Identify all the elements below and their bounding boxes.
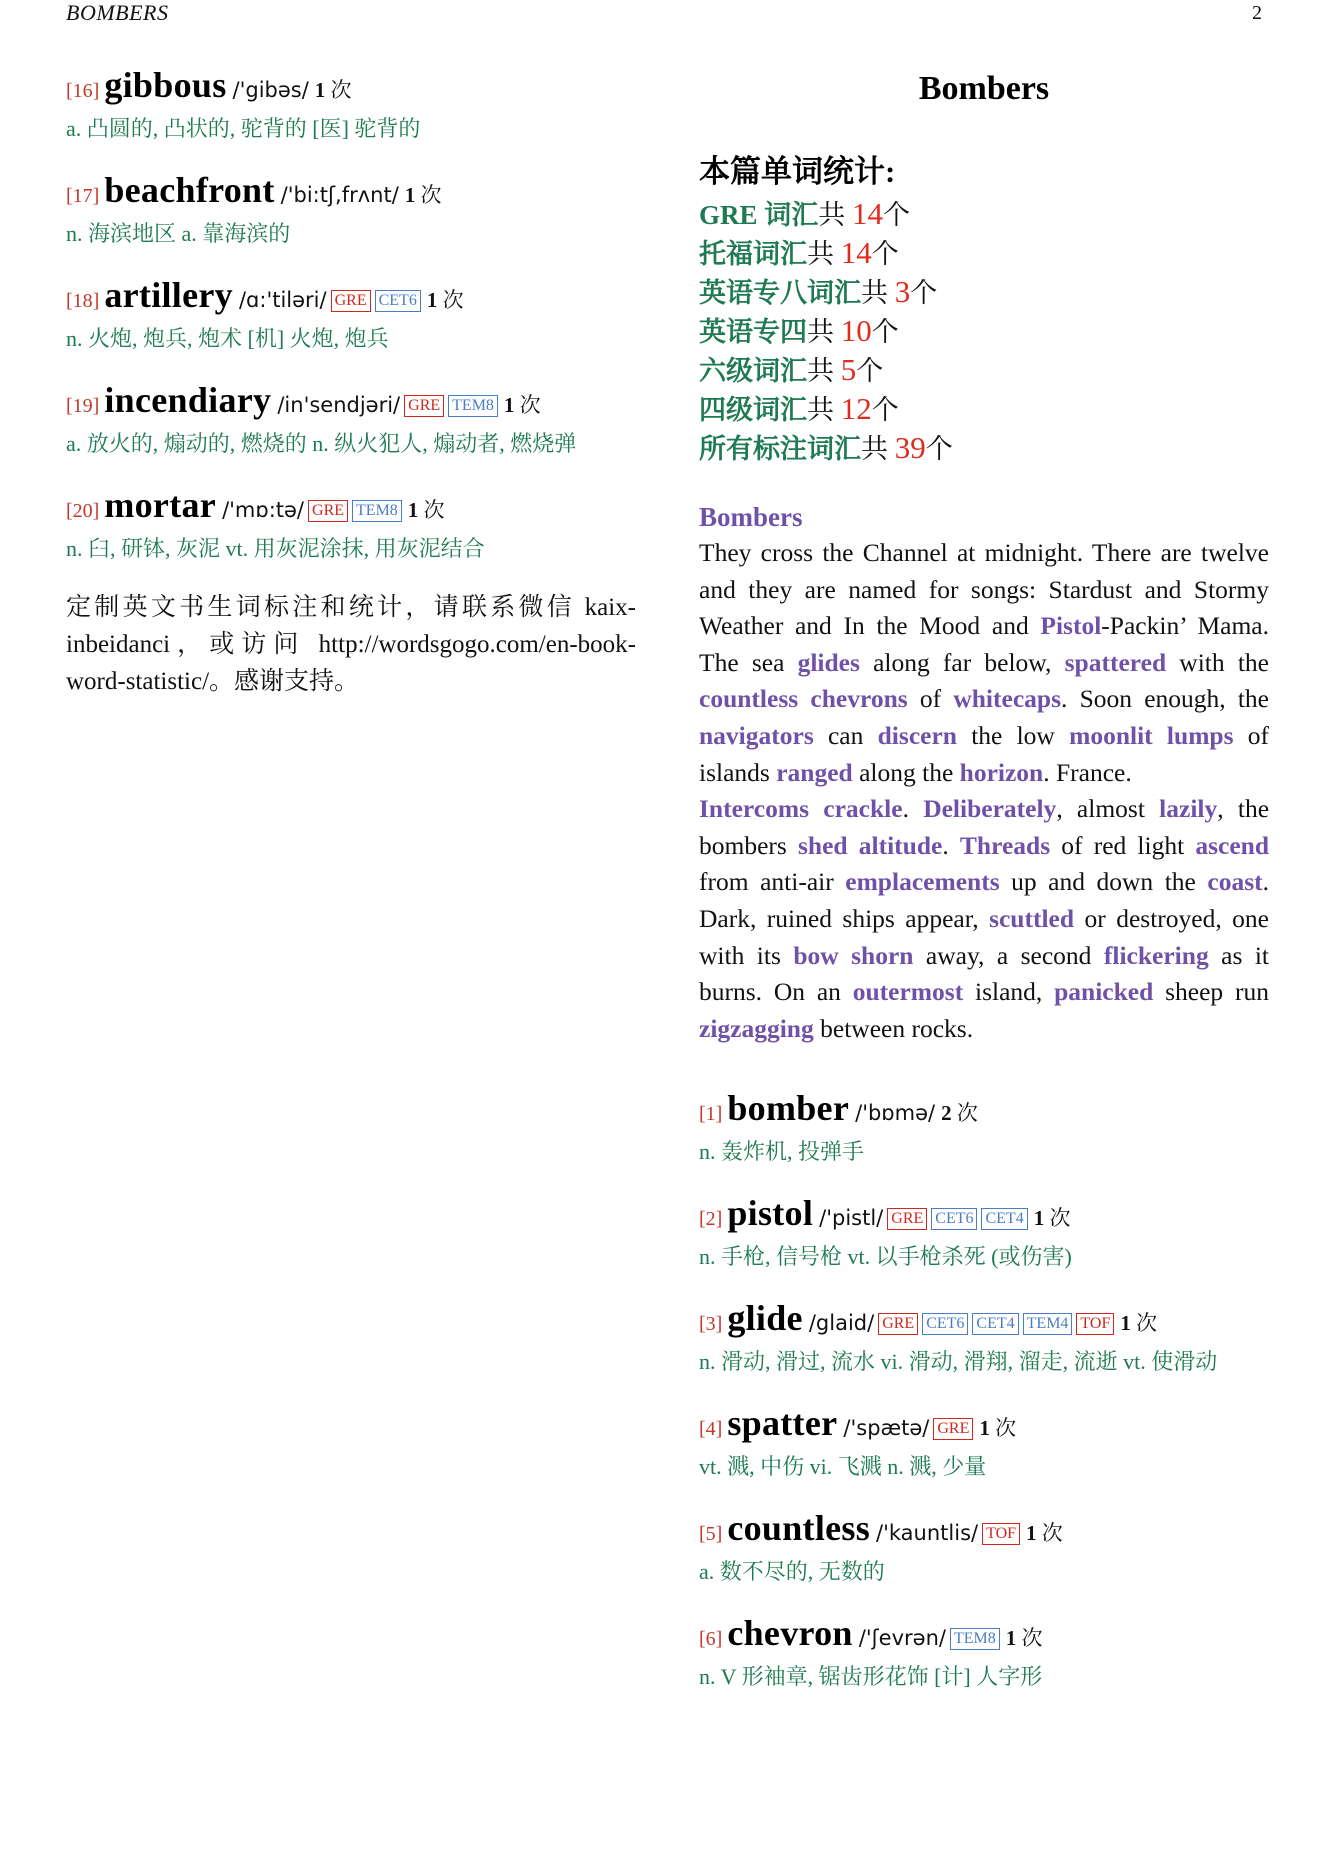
- occurrence-count: 1 次: [404, 183, 442, 207]
- vocab-entry-head: [699, 1087, 1269, 1129]
- exam-tag: CET6: [375, 290, 421, 312]
- occurrence-count: 1 次: [426, 288, 464, 312]
- phonetic: /'gibəs/: [232, 78, 309, 102]
- vocab-word: Intercoms: [699, 794, 810, 824]
- stat-row: [699, 351, 1269, 390]
- stat-mid: 共: [861, 434, 895, 464]
- stats-title: 本篇单词统计:: [699, 154, 896, 189]
- phonetic: /in'sendjəri/: [277, 393, 401, 417]
- stat-unit: 个: [856, 356, 884, 386]
- vocab-word: chevrons: [810, 684, 908, 714]
- left-vocab-list: [66, 64, 636, 563]
- stat-label: 英语专八词汇: [699, 278, 861, 308]
- vocab-word: glides: [797, 647, 860, 677]
- headword: pistol: [727, 1193, 814, 1234]
- vocab-word: emplacements: [845, 867, 1000, 897]
- phonetic: /glaid/: [808, 1311, 875, 1336]
- stat-unit: 个: [871, 395, 899, 425]
- exam-tag: CET4: [972, 1313, 1018, 1335]
- definition: n. 轰炸机, 投弹手: [699, 1139, 865, 1165]
- occurrence-count: 1 次: [503, 393, 541, 417]
- vocab-word: outermost: [852, 977, 964, 1007]
- stat-row: [699, 195, 1269, 234]
- stats-list: [699, 195, 1269, 468]
- headword: chevron: [727, 1613, 853, 1654]
- vocab-word: moonlit: [1069, 720, 1153, 750]
- vocab-word: zigzagging: [699, 1013, 814, 1043]
- stat-row: [699, 273, 1269, 312]
- vocab-entry: [699, 1507, 1269, 1586]
- occurrence-count: 1 次: [314, 78, 352, 102]
- vocab-word: whitecaps: [953, 684, 1061, 714]
- vocab-word: flickering: [1103, 940, 1209, 970]
- vocab-word: Threads: [959, 830, 1051, 860]
- running-title: BOMBERS: [66, 0, 169, 25]
- entry-number: [5]: [699, 1523, 723, 1546]
- vocab-entry: [66, 379, 636, 458]
- exam-tag: GRE: [933, 1418, 973, 1440]
- vocab-entry-head: [699, 1192, 1269, 1234]
- headword: countless: [727, 1508, 871, 1549]
- exam-tag: TEM8: [352, 500, 402, 522]
- vocab-word: crackle: [823, 794, 903, 824]
- headword: glide: [727, 1298, 803, 1339]
- headword: bomber: [727, 1088, 850, 1129]
- stat-unit: 个: [871, 239, 899, 269]
- exam-tag: GRE: [887, 1208, 927, 1230]
- vocab-word: countless: [699, 684, 799, 714]
- vocab-word: shed: [797, 830, 848, 860]
- occurrence-count: 1 次: [1026, 1521, 1063, 1546]
- definition: a. 凸圆的, 凸状的, 驼背的 [医] 驼背的: [66, 116, 421, 141]
- vocab-word: lumps: [1166, 720, 1234, 750]
- stat-mid: 共: [861, 278, 895, 308]
- vocab-word: ranged: [776, 757, 853, 787]
- definition: vt. 溅, 中伤 vi. 飞溅 n. 溅, 少量: [699, 1454, 987, 1480]
- passage-paragraph-2: Intercoms crackle. Deliberately, almost lazily, the bombers shed altitude. Threads of red light ascend from anti-air emplacements up and down the coast. Dark, ruined ships appear, scuttled or destroyed, one with its bow shorn away, a second flickering as it burns. On an outermost island, panicked sheep run zigzagging between rocks.: [699, 794, 1270, 1043]
- stat-count: 12: [840, 391, 872, 426]
- exam-tag: TOF: [982, 1523, 1020, 1545]
- exam-tag: GRE: [331, 290, 371, 312]
- right-column: [699, 64, 1269, 1717]
- vocab-entry-head: [66, 484, 636, 526]
- headword: mortar: [104, 485, 217, 525]
- stat-unit: 个: [883, 200, 911, 230]
- stat-row: [699, 390, 1269, 429]
- vocab-entry-head: [699, 1402, 1269, 1444]
- vocab-entry-head: [699, 1612, 1269, 1654]
- phonetic: /'bɒmə/: [855, 1101, 936, 1126]
- vocab-word: lazily: [1159, 794, 1218, 824]
- entry-number: [18]: [66, 290, 100, 312]
- exam-tag: TOF: [1076, 1313, 1114, 1335]
- stat-mid: 共: [807, 395, 841, 425]
- phonetic: /'ʃevrən/: [858, 1626, 946, 1651]
- stat-count: 3: [894, 274, 911, 309]
- phonetic: /'pistl/: [819, 1206, 884, 1231]
- phonetic: /'spætə/: [843, 1416, 930, 1441]
- vocab-entry: [66, 169, 636, 248]
- stat-label: 六级词汇: [699, 356, 807, 386]
- stat-unit: 个: [910, 278, 938, 308]
- vocab-entry-head: [66, 169, 636, 211]
- definition: a. 数不尽的, 无数的: [699, 1559, 885, 1585]
- vocab-word: shorn: [851, 940, 914, 970]
- exam-tag: CET6: [922, 1313, 968, 1335]
- headword: incendiary: [104, 380, 272, 420]
- entry-number: [17]: [66, 185, 100, 207]
- stat-label: 托福词汇: [699, 239, 807, 269]
- article-title: Bombers: [918, 70, 1050, 107]
- entry-number: [16]: [66, 80, 100, 102]
- vocab-entry-head: [699, 1507, 1269, 1549]
- exam-tag: TEM4: [1023, 1313, 1073, 1335]
- occurrence-count: 1 次: [1005, 1626, 1043, 1651]
- vocab-entry: [699, 1612, 1269, 1691]
- definition: n. 手枪, 信号枪 vt. 以手枪杀死 (或伤害): [699, 1244, 1072, 1270]
- occurrence-count: 2 次: [941, 1101, 978, 1126]
- vocab-entry: [699, 1297, 1269, 1376]
- stat-row: [699, 234, 1269, 273]
- stat-row: [699, 312, 1269, 351]
- vocab-entry: [699, 1192, 1269, 1271]
- stat-count: 10: [840, 313, 872, 348]
- left-column: [66, 64, 636, 700]
- stat-mid: 共: [807, 356, 841, 386]
- occurrence-count: 1 次: [1033, 1206, 1071, 1231]
- vocab-word: panicked: [1054, 977, 1154, 1007]
- vocab-word: horizon: [959, 757, 1044, 787]
- stat-mid: 共: [818, 200, 853, 230]
- headword: gibbous: [104, 65, 227, 105]
- exam-tag: GRE: [878, 1313, 918, 1335]
- phonetic: /'bi:tʃ,frʌnt/: [280, 183, 399, 207]
- vocab-entry-head: [66, 379, 636, 421]
- definition: n. 臼, 研钵, 灰泥 vt. 用灰泥涂抹, 用灰泥结合: [66, 536, 485, 561]
- exam-tag: CET4: [981, 1208, 1027, 1230]
- stat-mid: 共: [807, 317, 841, 347]
- vocab-entry: [66, 64, 636, 143]
- definition: a. 放火的, 煽动的, 燃烧的 n. 纵火犯人, 煽动者, 燃烧弹: [66, 431, 577, 456]
- phonetic: /'mɒ:tə/: [222, 498, 305, 522]
- passage: [699, 535, 1269, 1047]
- stat-count: 39: [894, 430, 926, 465]
- entry-number: [4]: [699, 1418, 723, 1441]
- vocab-entry-head: [66, 64, 636, 106]
- exam-tag: TEM8: [950, 1628, 1000, 1650]
- entry-number: [2]: [699, 1208, 723, 1231]
- entry-number: [20]: [66, 500, 100, 522]
- stat-label: GRE 词汇: [699, 200, 819, 230]
- vocab-word: coast: [1207, 867, 1263, 897]
- definition: n. V 形袖章, 锯齿形花饰 [计] 人字形: [699, 1664, 1043, 1690]
- vocab-word: navigators: [699, 720, 814, 750]
- vocab-entry: [699, 1087, 1269, 1166]
- passage-title: Bombers: [699, 502, 803, 532]
- entry-number: [3]: [699, 1313, 723, 1336]
- stat-label: 所有标注词汇: [699, 434, 861, 464]
- stat-row: [699, 429, 1269, 468]
- vocab-entry: [66, 484, 636, 563]
- stat-unit: 个: [925, 434, 953, 464]
- exam-tag: GRE: [404, 395, 444, 417]
- stat-unit: 个: [871, 317, 899, 347]
- vocab-word: scuttled: [989, 903, 1075, 933]
- vocab-word: ascend: [1195, 830, 1270, 860]
- definition: n. 滑动, 滑过, 流水 vi. 滑动, 滑翔, 溜走, 流逝 vt. 使滑动: [699, 1349, 1218, 1375]
- exam-tag: CET6: [931, 1208, 977, 1230]
- vocab-entry-head: [699, 1297, 1269, 1339]
- vocab-word: altitude: [858, 830, 943, 860]
- entry-number: [1]: [699, 1103, 723, 1126]
- promo-text: 定制英文书生词标注和统计，请联系微信 kaix-inbeidanci，或访问 http://wordsgogo.com/en-book-word-statistic/。感谢支持。: [66, 594, 636, 695]
- vocab-entry: [699, 1402, 1269, 1481]
- vocab-word: Deliberately: [923, 794, 1057, 824]
- vocab-word: spattered: [1064, 647, 1167, 677]
- vocab-entry-head: [66, 274, 636, 316]
- phonetic: /'kauntlis/: [876, 1521, 979, 1546]
- stat-count: 5: [840, 352, 857, 387]
- occurrence-count: 1 次: [1120, 1311, 1158, 1336]
- page-number: 2: [1252, 2, 1262, 24]
- vocab-entry: [66, 274, 636, 353]
- occurrence-count: 1 次: [979, 1416, 1017, 1441]
- definition: n. 海滨地区 a. 靠海滨的: [66, 221, 291, 246]
- definition: n. 火炮, 炮兵, 炮术 [机] 火炮, 炮兵: [66, 326, 389, 351]
- passage-paragraph-1: They cross the Channel at midnight. There are twelve and they are named for songs: Stardust and Stormy Weather and In the Mood and Pistol-Packin’ Mama. The sea glides along far below, spattered with the countless chevrons of whitecaps. Soon enough, the navigators can discern the low moonlit lumps of islands ranged along the horizon. France.: [699, 538, 1270, 787]
- vocab-word: Pistol: [1040, 611, 1102, 641]
- exam-tag: GRE: [308, 500, 348, 522]
- occurrence-count: 1 次: [407, 498, 445, 522]
- exam-tag: TEM8: [448, 395, 498, 417]
- entry-number: [19]: [66, 395, 100, 417]
- stat-count: 14: [852, 196, 884, 231]
- stat-label: 四级词汇: [699, 395, 807, 425]
- headword: artillery: [104, 275, 233, 315]
- headword: beachfront: [104, 170, 275, 210]
- headword: spatter: [727, 1403, 838, 1444]
- vocab-word: discern: [877, 720, 957, 750]
- stat-count: 14: [840, 235, 872, 270]
- stat-mid: 共: [807, 239, 841, 269]
- right-vocab-list: [699, 1087, 1269, 1691]
- vocab-word: bow: [793, 940, 839, 970]
- phonetic: /ɑ:'tiləri/: [238, 288, 327, 312]
- stat-label: 英语专四: [699, 317, 807, 347]
- entry-number: [6]: [699, 1628, 723, 1651]
